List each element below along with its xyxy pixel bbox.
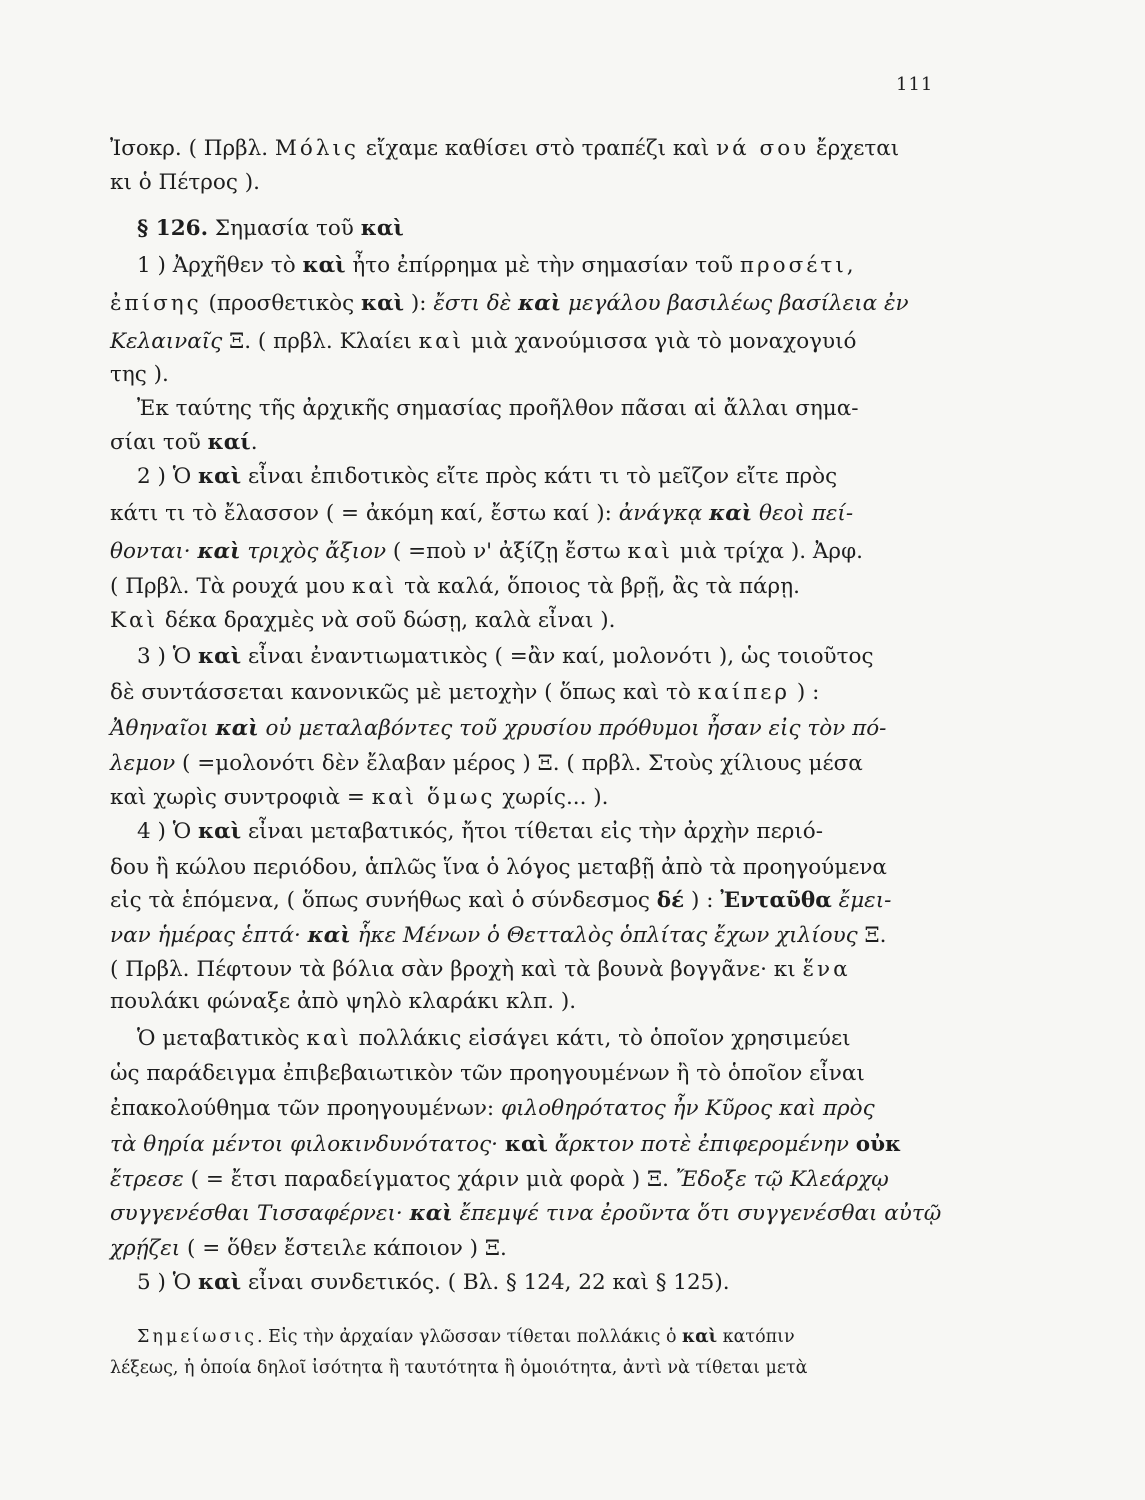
text-line: Ἐκ ταύτης τῆς ἀρχικῆς σημασίας προῆλθον πᾶσαι αἱ ἄλλαι σημα- [137,396,859,421]
text-line: λεμον ( =μολονότι δὲν ἔλαβαν μέρος ) Ξ. ( πρβλ. Στοὺς χίλιους μέσα [110,751,863,776]
text-line: 4 ) Ὁ καὶ εἶναι μεταβατικός, ἤτοι τίθεται εἰς τὴν ἀρχὴν περιό- [137,819,823,844]
text-line: ἔτρεσε ( = ἔτσι παραδείγματος χάριν μιὰ φορὰ ) Ξ. Ἔδοξε τῷ Κλεάρχῳ [110,1167,889,1192]
text-line: Ὁ μεταβατικὸς καὶ πολλάκις εἰσάγει κάτι, τὸ ὁποῖον χρησιμεύει [137,1026,851,1051]
text-line: ἐπακολούθημα τῶν προηγουμένων: φιλοθηρότατος ἦν Κῦρος καὶ πρὸς [110,1096,875,1121]
section-heading: § 126. Σημασία τοῦ καὶ [137,216,404,241]
text-line: της ). [110,362,169,387]
text-line: δὲ συντάσσεται κανονικῶς μὲ μετοχὴν ( ὅπως καὶ τὸ καίπερ ) : [110,680,820,705]
text-line: ἐπίσης (προσθετικὸς καὶ ): ἔστι δὲ καὶ μεγάλου βασιλέως βασίλεια ἐν [110,291,909,316]
text-line: ( Πρβλ. Πέφτουν τὰ βόλια σὰν βροχὴ καὶ τὰ βουνὰ βογγᾶνε· κι ἕνα [110,957,851,982]
text-line: καὶ χωρὶς συντροφιὰ = καὶ ὅμως χωρίς... ). [110,785,609,810]
text-line: πουλάκι φώναξε ἀπὸ ψηλὸ κλαράκι κλπ. ). [110,989,577,1014]
text-line: 3 ) Ὁ καὶ εἶναι ἐναντιωματικὸς ( =ἂν καί, μολονότι ), ὡς τοιοῦτος [137,644,874,669]
text-line: θονται· καὶ τριχὸς ἄξιον ( =ποὺ ν' ἀξίζῃ ἔστω καὶ μιὰ τρίχα ). Ἀρφ. [110,539,863,564]
text-line: τὰ θηρία μέντοι φιλοκινδυνότατος· καὶ ἄρκτον ποτὲ ἐπιφερομένην οὐκ [110,1132,902,1157]
text-line: ὡς παράδειγμα ἐπιβεβαιωτικὸν τῶν προηγουμένων ἢ τὸ ὁποῖον εἶναι [110,1061,865,1086]
text-line: ( Πρβλ. Τὰ ρουχά μου καὶ τὰ καλά, ὅποιος τὰ βρῇ, ἂς τὰ πάρῃ. [110,574,800,599]
note-line: Σημείωσις. Εἰς τὴν ἀρχαίαν γλῶσσαν τίθεται πολλάκις ὁ καὶ κατόπιν [137,1327,795,1347]
text-line: 2 ) Ὁ καὶ εἶναι ἐπιδοτικὸς εἴτε πρὸς κάτι τι τὸ μεῖζον εἴτε πρὸς [137,464,838,489]
text-line: 5 ) Ὁ καὶ εἶναι συνδετικός. ( Βλ. § 124, 22 καὶ § 125). [137,1270,730,1295]
text-line: συγγενέσθαι Τισσαφέρνει· καὶ ἔπεμψέ τινα ἐροῦντα ὅτι συγγενέσθαι αὐτῷ [110,1201,942,1226]
text-line: Καὶ δέκα δραχμὲς νὰ σοῦ δώσῃ, καλὰ εἶναι ). [110,608,616,633]
text-line: 1 ) Ἀρχῆθεν τὸ καὶ ἦτο ἐπίρρημα μὲ τὴν σημασίαν τοῦ προσέτι, [137,253,854,278]
text-line: Ἀθηναῖοι καὶ οὐ μεταλαβόντες τοῦ χρυσίου πρόθυμοι ἦσαν εἰς τὸν πό- [110,716,887,741]
text-line: Κελαιναῖς Ξ. ( πρβλ. Κλαίει καὶ μιὰ χανούμισσα γιὰ τὸ μοναχογυιό [110,329,857,354]
text-line: δου ἢ κώλου περιόδου, ἁπλῶς ἵνα ὁ λόγος μεταβῇ ἀπὸ τὰ προηγούμενα [110,855,887,880]
text-line: Ἰσοκρ. ( Πρβλ. Μόλις εἴχαμε καθίσει στὸ τραπέζι καὶ νά σου ἔρχεται [110,136,900,161]
text-line: ναν ἡμέρας ἑπτά· καὶ ἧκε Μένων ὁ Θετταλὸς ὁπλίτας ἔχων χιλίους Ξ. [110,923,887,948]
text-line: χρῄζει ( = ὅθεν ἔστειλε κάποιον ) Ξ. [110,1236,507,1261]
text-line: κι ὁ Πέτρος ). [110,170,260,195]
text-line: εἰς τὰ ἑπόμενα, ( ὅπως συνήθως καὶ ὁ σύνδεσμος δέ ) : Ἐνταῦθα ἔμει- [110,888,892,913]
text-line: σίαι τοῦ καί. [110,430,258,455]
note-line: λέξεως, ἡ ὁποία δηλοῖ ἰσότητα ἢ ταυτότητα ἢ ὁμοιότητα, ἀντὶ νὰ τίθεται μετὰ [110,1358,808,1378]
page-number: 111 [896,74,934,95]
text-line: κάτι τι τὸ ἔλασσον ( = ἀκόμη καί, ἔστω καί ): ἀνάγκᾳ καὶ θεοὶ πεί- [110,501,854,526]
